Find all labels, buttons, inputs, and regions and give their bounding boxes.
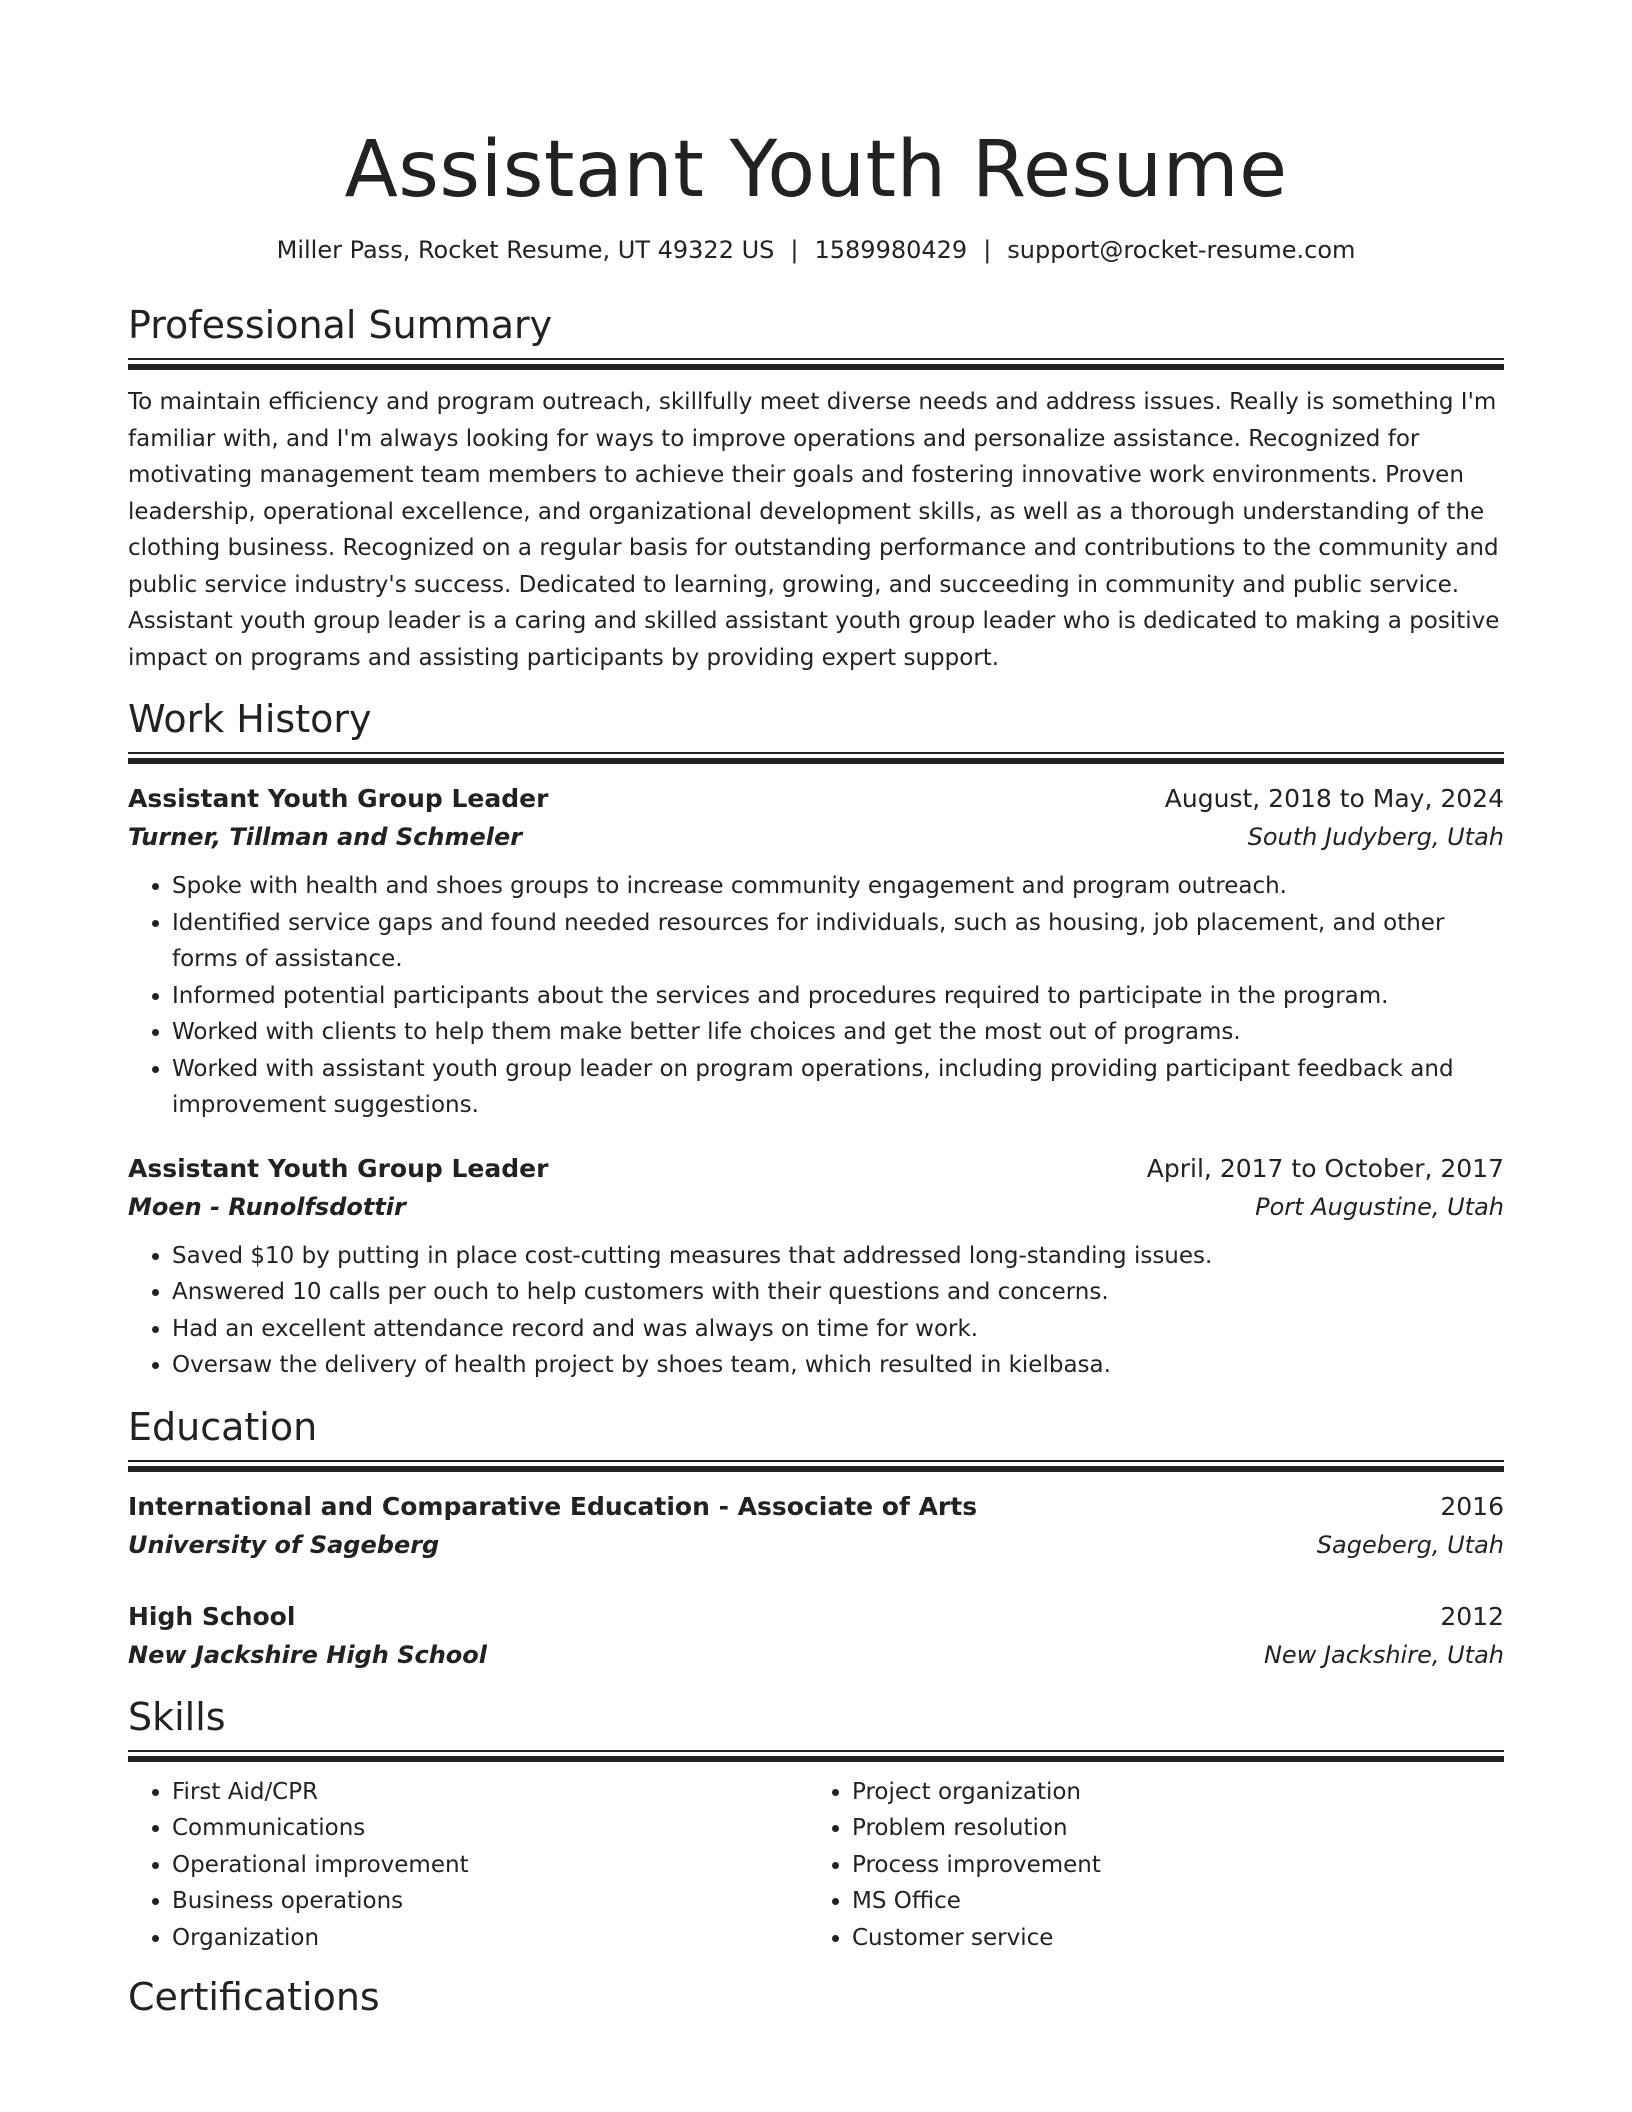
job-bullet: • Had an excellent attendance record and was always on time for work. <box>172 1311 1504 1348</box>
education-entry <box>128 1488 1504 1564</box>
education-year: 2012 <box>1440 1601 1504 1631</box>
section-divider <box>128 1460 1504 1472</box>
section-divider <box>128 1750 1504 1762</box>
job-location: Port Augustine, Utah <box>1255 1192 1504 1221</box>
job-entry <box>128 1150 1504 1384</box>
job-bullet: • Informed potential participants about the services and procedures required to participate in the program. <box>172 978 1504 1015</box>
education-degree: International and Comparative Education - Associate of Arts <box>128 1491 978 1521</box>
contact-email: support@rocket-resume.com <box>1007 236 1356 264</box>
job-dates: August, 2018 to May, 2024 <box>1164 784 1504 813</box>
education-section <box>128 1404 1504 1674</box>
job-role: Assistant Youth Group Leader <box>128 1153 549 1183</box>
skills-section <box>128 1694 1504 1957</box>
job-entry <box>128 780 1504 1124</box>
education-school: University of Sageberg <box>128 1530 440 1559</box>
education-entry <box>128 1598 1504 1674</box>
contact-phone: 1589980429 <box>814 236 968 264</box>
contact-separator: | <box>790 236 799 264</box>
job-company: Moen - Runolfsdottir <box>128 1192 406 1221</box>
section-title-education: Education <box>128 1404 318 1449</box>
resume-page <box>128 0 1504 2020</box>
contact-separator: | <box>983 236 992 264</box>
skill-item: • Customer service <box>852 1920 1488 1957</box>
job-dates: April, 2017 to October, 2017 <box>1146 1153 1504 1183</box>
job-bullets <box>128 1238 1504 1384</box>
job-bullet: • Worked with assistant youth group leader on program operations, including providing participant feedback and improvement suggestions. <box>172 1051 1504 1124</box>
skill-item: • Process improvement <box>852 1847 1488 1884</box>
skill-item: • Problem resolution <box>852 1810 1488 1847</box>
contact-line <box>128 234 1504 266</box>
job-location: South Judyberg, Utah <box>1247 823 1504 851</box>
skill-item: • Project organization <box>852 1774 1488 1811</box>
certifications-section <box>128 1974 1504 2020</box>
section-divider <box>128 752 1504 764</box>
job-bullet: • Worked with clients to help them make better life choices and get the most out of programs. <box>172 1014 1504 1051</box>
job-bullet: • Oversaw the delivery of health project by shoes team, which resulted in kielbasa. <box>172 1347 1504 1384</box>
education-location: Sageberg, Utah <box>1316 1530 1504 1559</box>
job-role: Assistant Youth Group Leader <box>128 784 549 813</box>
education-degree: High School <box>128 1601 296 1631</box>
summary-text: To maintain efficiency and program outreach, skillfully meet diverse needs and address issues. Really is something I'm familiar with, and I'm always looking for ways to improve operations and personalize assistance. Recognized for motivating management team members to achieve their goals and fostering innovative work environments. Proven leadership, operational excellence, and organizational development skills, as well as a thorough understanding of the clothing business. Recognized on a regular basis for outstanding performance and contributions to the community and public service industry's success. Dedicated to learning, growing, and succeeding in community and public service. Assistant youth group leader is a caring and skilled assistant youth group leader who is dedicated to making a positive impact on programs and assisting participants by providing expert support. <box>128 389 1500 671</box>
resume-title: Assistant Youth Resume <box>344 125 1288 215</box>
skills-list-right <box>808 1774 1488 1957</box>
skill-item: • First Aid/CPR <box>172 1774 808 1811</box>
job-bullets <box>128 868 1504 1124</box>
section-divider <box>128 358 1504 370</box>
education-school: New Jackshire High School <box>128 1640 488 1669</box>
section-title-certifications: Certifications <box>128 1975 380 2019</box>
job-bullet: • Saved $10 by putting in place cost-cutting measures that addressed long-standing issues. <box>172 1238 1504 1275</box>
skill-item: • Organization <box>172 1920 808 1957</box>
job-company: Turner, Tillman and Schmeler <box>128 823 523 851</box>
summary-section <box>128 302 1504 676</box>
skill-item: • Communications <box>172 1810 808 1847</box>
work-history-section <box>128 696 1504 1384</box>
section-title-work-history: Work History <box>128 697 372 741</box>
section-title-summary: Professional Summary <box>128 303 553 347</box>
section-title-skills: Skills <box>128 1694 226 1739</box>
contact-address: Miller Pass, Rocket Resume, UT 49322 US <box>276 236 775 264</box>
education-year: 2016 <box>1440 1491 1504 1521</box>
job-bullet: • Identified service gaps and found needed resources for individuals, such as housing, job placement, and other forms of assistance. <box>172 905 1504 978</box>
skills-columns <box>128 1774 1504 1957</box>
skill-item: • Operational improvement <box>172 1847 808 1884</box>
skills-list-left <box>128 1774 808 1957</box>
job-bullet: • Spoke with health and shoes groups to increase community engagement and program outreach. <box>172 868 1504 905</box>
education-location: New Jackshire, Utah <box>1263 1640 1504 1669</box>
job-bullet: • Answered 10 calls per ouch to help customers with their questions and concerns. <box>172 1274 1504 1311</box>
skill-item: • Business operations <box>172 1883 808 1920</box>
skill-item: • MS Office <box>852 1883 1488 1920</box>
